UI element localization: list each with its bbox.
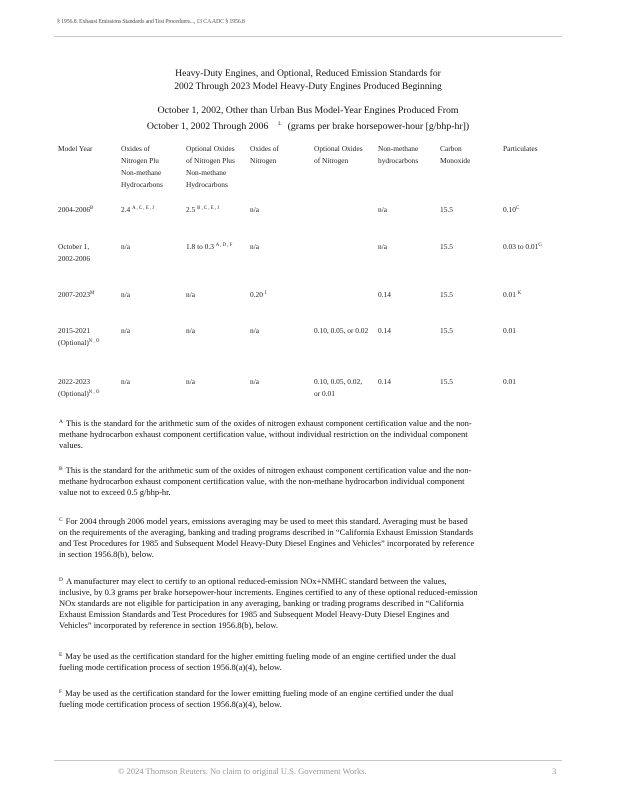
footnote-line <box>59 465 551 476</box>
footnote-line <box>59 516 551 527</box>
row-5-nox: n/a <box>250 377 260 386</box>
footnote-c <box>59 516 551 560</box>
header-co <box>440 143 470 167</box>
header-particulates: Particulates <box>503 144 538 153</box>
row-4-nox: n/a <box>250 326 260 335</box>
footnote-line <box>59 688 551 699</box>
row-1-year <box>58 204 93 216</box>
row-4-nmhc: 0.14 <box>378 326 391 335</box>
footnote-mark: A <box>59 419 63 425</box>
row-1-nox: n/a <box>250 205 260 214</box>
footnote-d <box>59 576 551 631</box>
row-1-co: 15.5 <box>440 205 453 214</box>
row-1-optional-nox-nmhc <box>186 204 219 216</box>
value: 0.10 <box>503 205 516 214</box>
year-text: (Optional) <box>58 389 89 398</box>
table-subtitle <box>54 103 562 134</box>
page-number: 3 <box>552 766 557 776</box>
header-line: Oxides of <box>250 144 279 153</box>
row-4-particulates: 0.01 <box>503 326 516 335</box>
row-2-nmhc: n/a <box>378 242 388 251</box>
table-title <box>54 67 562 93</box>
row-3-year <box>58 289 94 301</box>
row-2-nox: n/a <box>250 242 260 251</box>
year-text: 2015-2021 <box>58 326 91 335</box>
footnote-text: For 2004 through 2006 model years, emissions averaging may be used to meet this standard. Averaging must be based <box>65 516 468 526</box>
copyright-footer: © 2024 Thomson Reuters. No claim to original U.S. Government Works. <box>118 766 367 776</box>
row-3-nmhc: 0.14 <box>378 290 391 299</box>
row-3-nox-nmhc: n/a <box>121 290 131 299</box>
footnote-line: methane hydrocarbon exhaust component certification value, without individual restriction on the individual component <box>59 429 468 439</box>
footnote-mark: B <box>90 206 94 211</box>
row-1-nox-nmhc <box>121 204 154 216</box>
year-text: 2002-2006 <box>58 254 91 263</box>
footnote-line: inclusive, by 0.3 grams per brake horsepower-hour increments. Engines certified to any of these optional reduced-emission <box>59 587 478 597</box>
value: 0.10, 0.05, 0.02, <box>314 377 363 386</box>
header-line: Carbon <box>440 144 462 153</box>
header-model-year: Model Year <box>58 144 93 153</box>
header-line: Nitrogen Plu <box>121 156 159 165</box>
value: or 0.01 <box>314 389 335 398</box>
row-4-co: 15.5 <box>440 326 453 335</box>
header-nox-nmhc <box>121 143 163 191</box>
row-2-optional-nox-nmhc <box>186 241 232 253</box>
row-1-nmhc: n/a <box>378 205 388 214</box>
subtitle-footnote-mark: L <box>278 120 282 127</box>
footnote-text: This is the standard for the arithmetic sum of the oxides of nitrogen exhaust component certification value and the non- <box>65 465 472 475</box>
footnote-mark: E <box>59 652 63 658</box>
row-2-particulates <box>503 241 542 253</box>
row-4-optional-nox: 0.10, 0.05, or 0.02 <box>314 326 369 335</box>
footnote-mark: B , C , E , J <box>197 206 220 211</box>
footnote-text: May be used as the certification standard for the higher emitting fueling mode of an engine certified under the dual <box>65 651 457 661</box>
subtitle-date: October 1, 2002 Through 2006 <box>146 120 269 132</box>
bottom-divider <box>54 760 562 761</box>
header-nox <box>250 143 279 167</box>
footnote-e <box>59 651 551 673</box>
footnote-mark: C <box>59 517 63 523</box>
footnote-line: fueling mode certification process of section 1956.8(a)(4), below. <box>59 662 282 672</box>
year-line-2 <box>58 388 99 400</box>
value: 1.8 to 0.3 <box>186 242 214 251</box>
footnote-mark: D <box>59 577 63 583</box>
header-line: Non-methane <box>121 168 162 177</box>
value: 0.03 to 0.01 <box>503 242 539 251</box>
row-3-optional-nox-nmhc: n/a <box>186 290 196 299</box>
top-divider <box>54 36 562 37</box>
footnote-text: This is the standard for the arithmetic sum of the oxides of nitrogen exhaust component certification value and the non- <box>65 418 472 428</box>
row-2-year <box>58 241 90 265</box>
header-line: Oxides of <box>121 144 150 153</box>
footnote-line: in section 1956.8(b), below. <box>59 549 154 559</box>
year-text: 2007-2023 <box>58 290 91 299</box>
row-3-co: 15.5 <box>440 290 453 299</box>
header-optional-nox-nmhc <box>186 143 235 191</box>
title-line-2: 2002 Through 2023 Model Heavy-Duty Engines Produced Beginning <box>174 81 442 92</box>
header-line: Optional Oxides <box>314 144 363 153</box>
row-5-nox-nmhc: n/a <box>121 377 131 386</box>
footnote-mark: M <box>90 291 95 296</box>
row-5-optional-nox <box>314 376 362 400</box>
footnote-line: Vehicles” incorporated by reference in section 1956.8(b), below. <box>59 620 278 630</box>
row-2-nox-nmhc: n/a <box>121 242 131 251</box>
subtitle-line-1: October 1, 2002, Other than Urban Bus Model-Year Engines Produced From <box>157 105 459 116</box>
header-line: Monoxide <box>440 156 471 165</box>
footnote-line: Exhaust Emission Standards and Test Procedures for 1985 and Subsequent Model Heavy-Duty Diesel Engines and <box>59 609 450 619</box>
header-line: Hydrocarbons <box>186 180 228 189</box>
row-5-optional-nox-nmhc: n/a <box>186 377 196 386</box>
row-3-nox <box>250 289 266 301</box>
footnote-mark: B <box>59 466 63 472</box>
row-5-co: 15.5 <box>440 377 453 386</box>
row-4-year <box>58 325 99 349</box>
running-head: § 1956.8. Exhaust Emissions Standards and Test Procedures..., 13 CA ADC § 1956.8 <box>57 19 245 25</box>
footnote-line: on the requirements of the averaging, banking and trading programs described in “California Exhaust Emission Standards <box>59 527 474 537</box>
value: 2.5 <box>186 205 196 214</box>
footnote-a <box>59 418 551 451</box>
header-optional-nox <box>314 143 363 167</box>
footnote-line: and Test Procedures for 1985 and Subsequent Model Heavy-Duty Diesel Engines and Vehicles” incorporated by reference <box>59 538 475 548</box>
header-line: hydrocarbons <box>378 156 419 165</box>
footnote-line <box>59 651 551 662</box>
footnote-line <box>59 418 551 429</box>
value: 0.01 <box>503 290 516 299</box>
header-line: Non-methane <box>378 144 419 153</box>
year-text: October 1, <box>58 242 90 251</box>
footnote-mark: K <box>517 291 522 296</box>
footnote-line: fueling mode certification process of section 1956.8(a)(4), below. <box>59 699 282 709</box>
row-4-optional-nox-nmhc: n/a <box>186 326 196 335</box>
header-nmhc <box>378 143 418 167</box>
footnote-mark: I <box>264 291 267 296</box>
footnote-f <box>59 688 551 710</box>
footnote-line: values. <box>59 440 83 450</box>
value: 0.20 <box>250 290 263 299</box>
footnote-line <box>59 576 551 587</box>
footnote-mark: C <box>515 206 520 211</box>
row-5-particulates: 0.01 <box>503 377 516 386</box>
header-line: Hydrocarbons <box>121 180 163 189</box>
header-line: Optional Oxides <box>186 144 235 153</box>
header-line: Nitrogen <box>250 156 277 165</box>
header-line: Non-methane <box>186 168 227 177</box>
footnote-mark: A , C , E , J <box>132 206 155 211</box>
value: 2.4 <box>121 205 131 214</box>
footnote-mark: F <box>59 689 63 695</box>
footnote-mark: N , O <box>88 339 100 344</box>
footnote-line: NOx standards are not eligible for participation in any averaging, banking or trading programs described in “California <box>59 598 464 608</box>
units-label: (grams per brake horsepower-hour [g/bhp-hr]) <box>287 120 470 132</box>
header-line: of Nitrogen Plus <box>186 156 235 165</box>
footnote-mark: G <box>538 243 542 248</box>
footnote-text: May be used as the certification standard for the lower emitting fueling mode of an engine certified under the dual <box>65 688 454 698</box>
footnote-b <box>59 465 551 498</box>
title-line-1: Heavy-Duty Engines, and Optional, Reduced Emission Standards for <box>175 68 441 79</box>
year-text: 2022-2023 <box>58 377 91 386</box>
footnote-mark: N , O <box>88 390 100 395</box>
row-5-nmhc: 0.14 <box>378 377 391 386</box>
year-text: 2004-2006 <box>58 205 91 214</box>
footnote-text: A manufacturer may elect to certify to an optional reduced-emission NOx+NMHC standard between the values, <box>65 576 447 586</box>
subtitle-line-2 <box>54 119 562 135</box>
footnote-mark: A , D , F <box>215 243 233 248</box>
year-line-2 <box>58 337 99 349</box>
row-3-particulates <box>503 289 521 301</box>
year-text: (Optional) <box>58 338 89 347</box>
row-5-year <box>58 376 99 400</box>
row-2-co: 15.5 <box>440 242 453 251</box>
row-4-nox-nmhc: n/a <box>121 326 131 335</box>
footnote-line: methane hydrocarbon exhaust component certification value, with the non-methane hydrocarbon individual component <box>59 476 465 486</box>
row-1-particulates <box>503 204 519 216</box>
footnote-line: value not to exceed 0.5 g/bhp-hr. <box>59 487 171 497</box>
header-line: of Nitrogen <box>314 156 349 165</box>
